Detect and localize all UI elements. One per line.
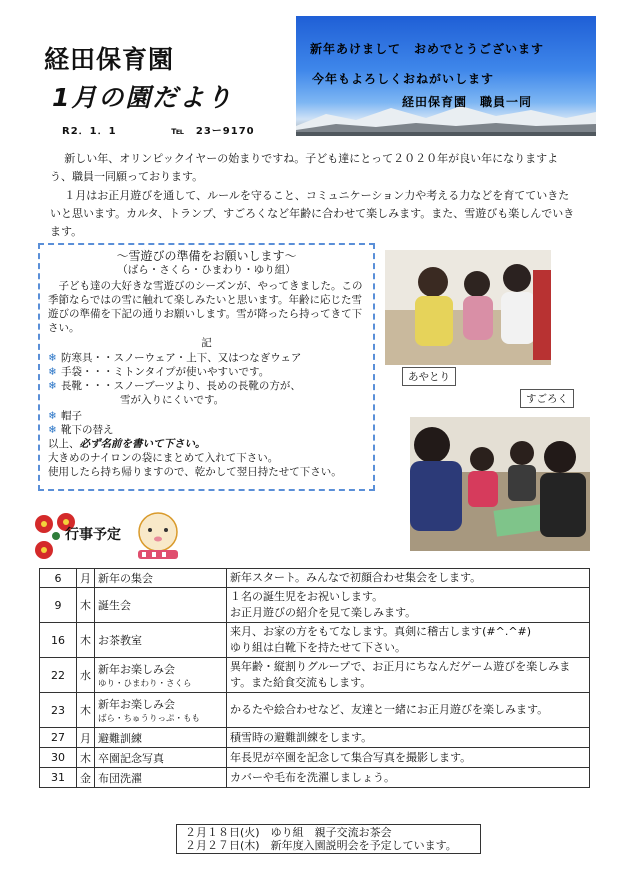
event-name: 布団洗濯 (95, 768, 227, 788)
event-description: 来月、お家の方をもてなします。真剣に稽古します(#^.^#) ゆり組は白靴下を持たせて下さい。 (227, 623, 590, 658)
event-weekday: 木 (77, 748, 95, 768)
event-description: かるたや絵合わせなど、友達と一緒にお正月遊びを楽しみます。 (227, 693, 590, 728)
event-name: 避難訓練 (95, 728, 227, 748)
list-item-continuation: 雪が入りにくいです。 (120, 394, 225, 406)
event-weekday: 金 (77, 768, 95, 788)
schedule-table (39, 568, 590, 788)
event-name: 卒園記念写真 (95, 748, 227, 768)
event-description: 新年スタート。みんなで初顔合わせ集会をします。 (227, 569, 590, 588)
table-row (40, 728, 590, 748)
event-weekday: 月 (77, 569, 95, 588)
bag-note: 大きめのナイロンの袋にまとめて入れて下さい。 (48, 452, 279, 464)
table-row (40, 748, 590, 768)
february-notice-box (176, 824, 481, 854)
name-note: 以上、必ず名前を書いて下さい。 (48, 438, 206, 450)
intro-paragraph-1: 新しい年、オリンピックイヤーの始まりですね。子ども達にとって２０２０年が良い年になりますよう、職員一同願っております。 (50, 152, 559, 184)
table-row (40, 623, 590, 658)
event-day: 6 (40, 569, 77, 588)
event-weekday: 木 (77, 693, 95, 728)
event-description: 積雪時の避難訓練をします。 (227, 728, 590, 748)
snowflake-icon: ❄ (48, 352, 57, 364)
table-row (40, 693, 590, 728)
caption-ayatori: あやとり (402, 367, 456, 386)
date-tel-line (62, 122, 305, 137)
table-row (40, 658, 590, 693)
event-weekday: 水 (77, 658, 95, 693)
snowflake-icon: ❄ (48, 424, 57, 436)
event-name: お茶教室 (95, 623, 227, 658)
event-day: 23 (40, 693, 77, 728)
event-day: 9 (40, 588, 77, 623)
event-classes: ゆり・ひまわり・さくら (98, 679, 192, 689)
banner-greeting-2: 今年もよろしくおねがいします (312, 72, 495, 86)
title-school-name: 経田保育園 (44, 45, 175, 74)
list-item: ❄ 靴下の替え (48, 424, 114, 436)
return-note: 使用したら持ち帰りますので、乾かして翌日持たせて下さい。 (48, 466, 342, 478)
event-classes: ばら・ちゅうりっぷ・もも (98, 714, 201, 724)
telephone: ℡ 23ー9170 (171, 126, 255, 137)
event-day: 27 (40, 728, 77, 748)
new-year-banner-photo (296, 16, 596, 136)
event-name: 新年お楽しみ会 ばら・ちゅうりっぷ・もも (95, 693, 227, 728)
table-row (40, 569, 590, 588)
children-playing-string-figure (385, 250, 551, 365)
event-day: 30 (40, 748, 77, 768)
event-weekday: 月 (77, 728, 95, 748)
event-description: カバーや毛布を洗濯しましょう。 (227, 768, 590, 788)
list-item: ❄ 長靴・・・スノーブーツより、長めの長靴の方が、 (48, 380, 301, 392)
event-day: 22 (40, 658, 77, 693)
caption-sugoroku: すごろく (520, 389, 574, 408)
event-name: 誕生会 (95, 588, 227, 623)
name-emphasis: 必ず名前を書いて下さい。 (79, 438, 206, 450)
snowflake-icon: ❄ (48, 380, 57, 392)
ki-mark: 記 (201, 337, 212, 349)
february-notice-2: ２月２７日(木) 新年度入園説明会を予定しています。 (185, 839, 457, 852)
snowflake-icon: ❄ (48, 366, 57, 378)
banner-signature: 経田保育園 職員一同 (402, 95, 533, 109)
table-row (40, 768, 590, 788)
sheep-icon (138, 513, 178, 559)
intro-paragraph-2: １月はお正月遊びを通して、ルールを守ること、コミュニケーション力や考える力などを育てていきたいと思います。カルタ、トランプ、すごろくなど年齢に合わせて楽しみます。また、雪遊びも楽しんでいきます。 (50, 188, 575, 239)
event-weekday: 木 (77, 588, 95, 623)
list-item: ❄ 手袋・・・ミトンタイプが使いやすいです。 (48, 366, 270, 378)
intro-text (50, 150, 578, 241)
event-name: 新年の集会 (95, 569, 227, 588)
ayatori-photo (385, 250, 551, 365)
children-playing-board-game (410, 417, 590, 551)
event-day: 16 (40, 623, 77, 658)
event-description: 異年齢・縦割りグループで、お正月にちなんだゲーム遊びを楽しみます。また給食交流もします。 (227, 658, 590, 693)
schedule-heading: 行事予定 (65, 527, 121, 543)
list-item: ❄ 防寒具・・スノーウェア・上下、又はつなぎウェア (48, 352, 302, 364)
banner-greeting-1: 新年あけまして おめでとうございます (310, 42, 545, 56)
sugoroku-photo (410, 417, 590, 551)
event-description: １名の誕生児をお祝いします。 お正月遊びの紹介を見て楽しみます。 (227, 588, 590, 623)
title-newsletter: 1月の園だより (52, 83, 234, 112)
event-description: 年長児が卒園を記念して集合写真を撮影します。 (227, 748, 590, 768)
issue-date: R2．1．1 (62, 126, 117, 137)
event-name: 新年お楽しみ会 ゆり・ひまわり・さくら (95, 658, 227, 693)
snow-box-body: 子ども達の大好きな雪遊びのシーズンが、やってきました。この季節ならではの雪に触れて楽しみたいと思います。年齢に応じた雪遊びの準備を下記の通りお願いします。雪が降ったら持ってきて下さい。 (48, 280, 363, 334)
table-row (40, 588, 590, 623)
snowflake-icon: ❄ (48, 410, 57, 422)
february-notice-1: ２月１８日(火) ゆり組 親子交流お茶会 (185, 826, 392, 839)
event-weekday: 木 (77, 623, 95, 658)
event-day: 31 (40, 768, 77, 788)
snow-preparation-box (38, 243, 375, 491)
snow-box-title: ～雪遊びの準備をお願いします～ (116, 249, 297, 263)
snow-box-subtitle: （ばら・さくら・ひまわり・ゆり組） (117, 264, 296, 276)
list-item: ❄ 帽子 (48, 410, 82, 422)
